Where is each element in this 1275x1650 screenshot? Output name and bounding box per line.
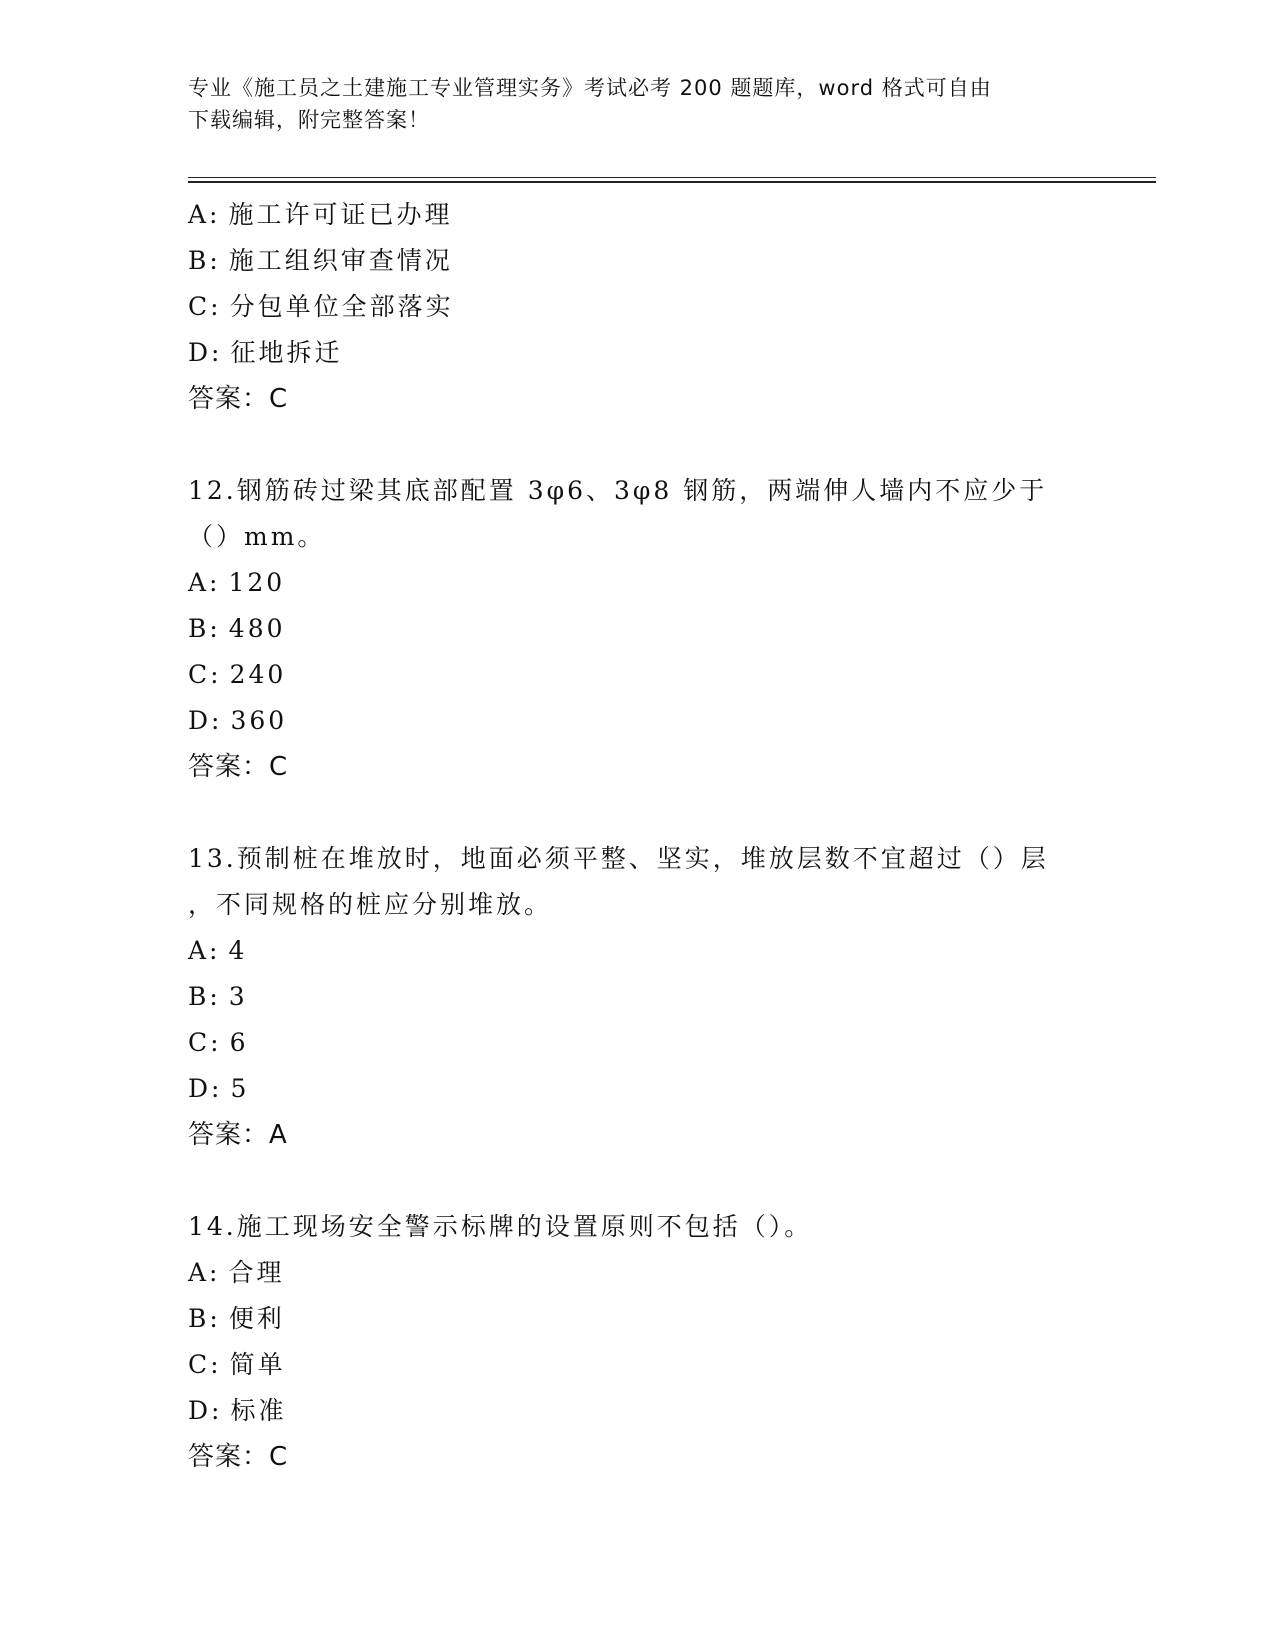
option-b — [188, 238, 1088, 284]
answer: 答案：C — [188, 1442, 289, 1472]
option-label: A: — [188, 568, 221, 597]
option-label: A: — [188, 200, 221, 229]
option-text: 6 — [229, 1028, 249, 1057]
option-label: D: — [188, 706, 223, 735]
option-label: A: — [188, 936, 221, 965]
document-header — [188, 72, 1088, 136]
option-text: 分包单位全部落实 — [229, 292, 454, 321]
answer: 答案：C — [188, 384, 289, 414]
option-c — [188, 284, 1088, 330]
option-label: A: — [188, 1258, 221, 1287]
option-label: C: — [188, 1350, 222, 1379]
question-12 — [188, 468, 1088, 790]
question-list — [188, 192, 1088, 1480]
spacer — [188, 790, 1088, 836]
answer: 答案：C — [188, 752, 289, 782]
header-divider-thin — [188, 177, 1156, 178]
option-b — [188, 974, 1088, 1020]
option-text: 施工组织审查情况 — [228, 246, 453, 275]
option-text: 合理 — [228, 1258, 285, 1287]
option-text: 480 — [228, 614, 286, 643]
option-label: B: — [188, 1304, 221, 1333]
question-stem-continued: ，不同规格的桩应分别堆放。 — [188, 890, 553, 919]
option-label: C: — [188, 292, 222, 321]
question-stem: 14.施工现场安全警示标牌的设置原则不包括（）。 — [188, 1212, 813, 1241]
option-text: 360 — [230, 706, 288, 735]
option-text: 5 — [230, 1074, 250, 1103]
option-d — [188, 698, 1088, 744]
option-text: 简单 — [229, 1350, 286, 1379]
option-a — [188, 928, 1088, 974]
option-d — [188, 1388, 1088, 1434]
option-c — [188, 1020, 1088, 1066]
option-a — [188, 560, 1088, 606]
option-d — [188, 330, 1088, 376]
question-stem: 12.钢筋砖过梁其底部配置 3φ6、3φ8 钢筋，两端伸人墙内不应少于 — [188, 476, 1048, 505]
option-a — [188, 192, 1088, 238]
spacer — [188, 1158, 1088, 1204]
option-a — [188, 1250, 1088, 1296]
option-label: B: — [188, 614, 221, 643]
question-stem: 13.预制桩在堆放时，地面必须平整、坚实，堆放层数不宜超过（）层 — [188, 844, 1049, 873]
question-13 — [188, 836, 1088, 1158]
option-text: 120 — [228, 568, 286, 597]
option-b — [188, 606, 1088, 652]
option-label: B: — [188, 246, 221, 275]
option-text: 4 — [228, 936, 248, 965]
option-text: 240 — [229, 660, 287, 689]
option-c — [188, 1342, 1088, 1388]
question-11 — [188, 192, 1088, 422]
option-label: D: — [188, 338, 223, 367]
answer: 答案：A — [188, 1120, 288, 1150]
option-text: 标准 — [230, 1396, 287, 1425]
option-label: C: — [188, 1028, 222, 1057]
option-label: D: — [188, 1074, 223, 1103]
header-divider-thick — [188, 181, 1156, 183]
option-b — [188, 1296, 1088, 1342]
option-text: 3 — [228, 982, 248, 1011]
option-text: 征地拆迁 — [230, 338, 343, 367]
question-14 — [188, 1204, 1088, 1480]
option-d — [188, 1066, 1088, 1112]
header-line-1: 专业《施工员之土建施工专业管理实务》考试必考 200 题题库，word 格式可自由 — [188, 76, 992, 100]
spacer — [188, 422, 1088, 468]
header-line-2: 下载编辑，附完整答案！ — [188, 108, 430, 132]
option-text: 施工许可证已办理 — [228, 200, 453, 229]
question-stem-continued: （）mm。 — [188, 522, 326, 551]
option-label: D: — [188, 1396, 223, 1425]
option-label: B: — [188, 982, 221, 1011]
option-label: C: — [188, 660, 222, 689]
option-text: 便利 — [228, 1304, 285, 1333]
option-c — [188, 652, 1088, 698]
